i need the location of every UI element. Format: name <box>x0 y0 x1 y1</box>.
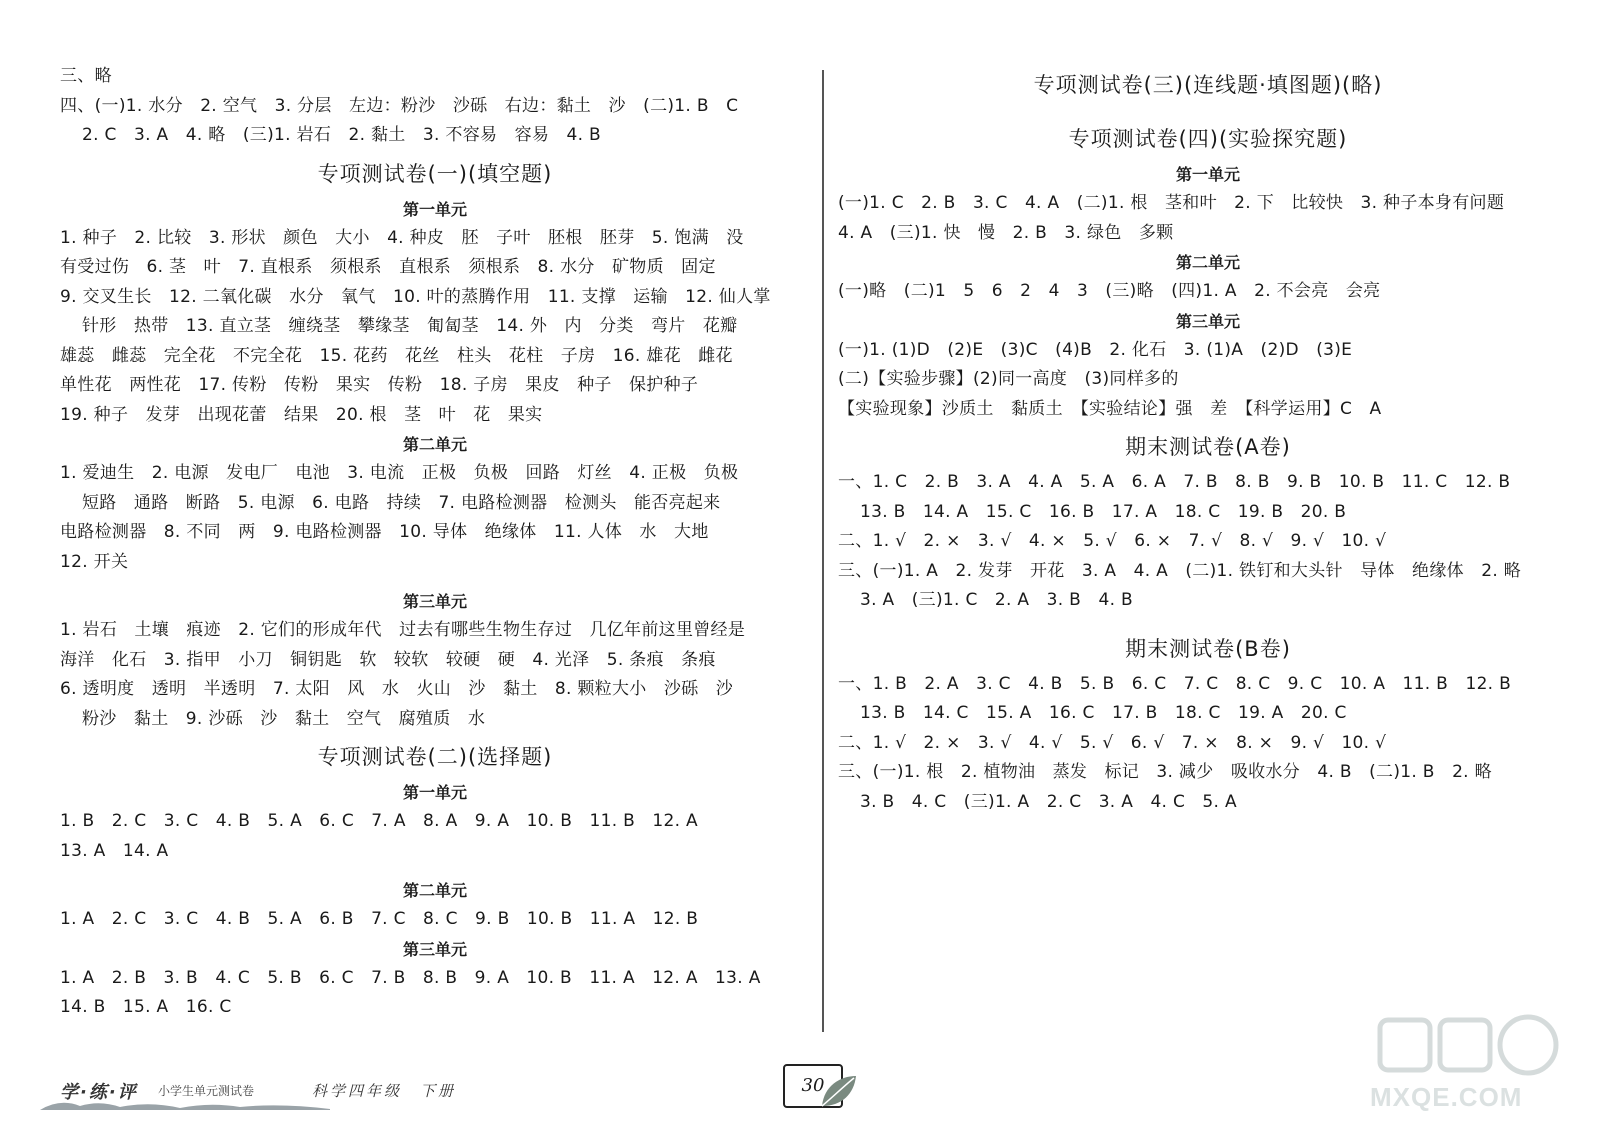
series-logo: 学·练·评 <box>60 1082 138 1103</box>
unit-heading: 第三单元 <box>402 592 467 611</box>
left-column <box>60 62 810 1023</box>
section-title: 专项测试卷(一)(填空题) <box>317 161 553 186</box>
answer-line: 三、(一)1. A 2. 发芽 开花 3. A 4. A (二)1. 铁钉和大头针 导体 绝缘体 2. 略 <box>838 560 1522 581</box>
answer-line: 单性花 两性花 17. 传粉 传粉 果实 传粉 18. 子房 果皮 种子 保护种子 <box>60 375 699 395</box>
answer-line: 四、(一)1. 水分 2. 空气 3. 分层 左边：粉沙 沙砾 右边：黏土 沙 (二)1. B C <box>60 95 739 116</box>
answer-line: 二、1. √ 2. × 3. √ 4. × 5. √ 6. × 7. √ 8. √ 9. √ 10. √ <box>838 531 1387 551</box>
answer-line: 1. 种子 2. 比较 3. 形状 颜色 大小 4. 种皮 胚 子叶 胚根 胚芽 5. 饱满 没 <box>60 227 744 248</box>
unit-heading: 第一单元 <box>402 199 467 219</box>
answer-line: 一、1. B 2. A 3. C 4. B 5. B 6. C 7. C 8. C 9. C 10. A 11. B 12. B <box>838 673 1512 694</box>
answer-line: 13. A 14. A <box>60 840 169 861</box>
answer-line: 4. A (三)1. 快 慢 2. B 3. 绿色 多颗 <box>838 222 1174 243</box>
footer-brand <box>40 1076 480 1110</box>
answer-line: 【实验现象】沙质土 黏质土 【实验结论】强 差 【科学运用】C A <box>838 398 1382 419</box>
section-title: 期末测试卷(A卷) <box>1125 435 1291 459</box>
answer-line: (二)【实验步骤】(2)同一高度 (3)同样多的 <box>838 369 1179 389</box>
leaf-icon <box>818 1072 858 1110</box>
unit-heading: 第二单元 <box>402 435 467 454</box>
answer-line: 粉沙 黏土 9. 沙砾 沙 黏土 空气 腐殖质 水 <box>82 708 486 729</box>
answer-line: (一)1. C 2. B 3. C 4. A (二)1. 根 茎和叶 2. 下 比较快 3. 种子本身有问题 <box>838 193 1505 213</box>
unit-heading: 第二单元 <box>1175 253 1240 272</box>
answer-line: 二、1. √ 2. × 3. √ 4. √ 5. √ 6. √ 7. × 8. × 9. √ 10. √ <box>838 732 1387 753</box>
answer-line: (一)略 (二)1 5 6 2 4 3 (三)略 (四)1. A 2. 不会亮 会亮 <box>838 281 1381 301</box>
column-divider <box>822 70 824 1032</box>
answer-line: 雄蕊 雌蕊 完全花 不完全花 15. 花药 花丝 柱头 花柱 子房 16. 雄花 雌花 <box>60 345 733 366</box>
answer-line: 13. B 14. A 15. C 16. B 17. A 18. C 19. B 20. B <box>860 501 1347 522</box>
spacer <box>60 577 810 587</box>
answer-line: 1. B 2. C 3. C 4. B 5. A 6. C 7. A 8. A 9. A 10. B 11. B 12. A <box>60 811 698 831</box>
answer-line: 有受过伤 6. 茎 叶 7. 直根系 须根系 直根系 须根系 8. 水分 矿物质 固定 <box>60 257 716 277</box>
answer-line: 三、(一)1. 根 2. 植物油 蒸发 标记 3. 减少 吸收水分 4. B (二)1. B 2. 略 <box>838 762 1492 782</box>
answer-line: 针形 热带 13. 直立茎 缠绕茎 攀缘茎 匍匐茎 14. 外 内 分类 弯片 花瓣 <box>82 316 738 336</box>
answer-line: 1. 爱迪生 2. 电源 发电厂 电池 3. 电流 正极 负极 回路 灯丝 4. 正极 负极 <box>60 463 739 483</box>
answer-line: 1. 岩石 土壤 痕迹 2. 它们的形成年代 过去有哪些生物生存过 几亿年前这里曾经是 <box>60 620 746 640</box>
unit-heading: 第一单元 <box>1175 165 1240 184</box>
spacer <box>60 866 810 876</box>
answer-line: (一)1. (1)D (2)E (3)C (4)B 2. 化石 3. (1)A (2)D (3)E <box>838 339 1353 360</box>
answer-line: 19. 种子 发芽 出现花蕾 结果 20. 根 茎 叶 花 果实 <box>60 404 543 425</box>
answer-line: 3. A (三)1. C 2. A 3. B 4. B <box>860 590 1133 610</box>
answer-line: 电路检测器 8. 不同 两 9. 电路检测器 10. 导体 绝缘体 11. 人体 水 大地 <box>60 522 709 542</box>
grade-label: 科学四年级 下册 <box>312 1082 457 1100</box>
section-title: 专项测试卷(三)(连线题·填图题)(略) <box>1033 73 1383 97</box>
watermark <box>1370 1012 1570 1122</box>
answer-line: 13. B 14. C 15. A 16. C 17. B 18. C 19. A 20. C <box>860 703 1347 723</box>
section-title: 专项测试卷(二)(选择题) <box>317 745 553 769</box>
answer-line: 9. 交叉生长 12. 二氧化碳 水分 氧气 10. 叶的蒸腾作用 11. 支撑 运输 12. 仙人掌 <box>60 286 771 307</box>
section-title: 期末测试卷(B卷) <box>1125 636 1291 661</box>
unit-heading: 第一单元 <box>402 783 467 802</box>
answer-line: 12. 开关 <box>60 551 129 572</box>
watermark-logo-icon <box>1370 1012 1570 1082</box>
answer-line: 1. A 2. B 3. B 4. C 5. B 6. C 7. B 8. B 9. A 10. B 11. A 12. A 13. A <box>60 967 761 988</box>
answer-line: 1. A 2. C 3. C 4. B 5. A 6. B 7. C 8. C 9. B 10. B 11. A 12. B <box>60 909 699 929</box>
spacer <box>838 616 1578 626</box>
section-title: 专项测试卷(四)(实验探究题) <box>1068 127 1348 151</box>
unit-heading: 第三单元 <box>1175 311 1240 331</box>
answer-line: 2. C 3. A 4. 略 (三)1. 岩石 2. 黏土 3. 不容易 容易 4. B <box>82 125 601 145</box>
answer-line: 海洋 化石 3. 指甲 小刀 铜钥匙 软 较软 较硬 硬 4. 光泽 5. 条痕 条痕 <box>60 649 716 670</box>
answer-line: 三、略 <box>60 66 112 86</box>
answer-line: 6. 透明度 透明 半透明 7. 太阳 风 水 火山 沙 黏土 8. 颗粒大小 沙砾 沙 <box>60 679 734 699</box>
answer-line: 短路 通路 断路 5. 电源 6. 电路 持续 7. 电路检测器 检测头 能否亮起来 <box>82 492 721 513</box>
right-column <box>838 62 1578 817</box>
series-name: 小学生单元测试卷 <box>158 1084 255 1098</box>
page-number: 30 <box>783 1064 843 1108</box>
watermark-text: MXQE.COM <box>1370 1082 1523 1112</box>
unit-heading: 第二单元 <box>402 881 467 900</box>
answer-line: 3. B 4. C (三)1. A 2. C 3. A 4. C 5. A <box>860 791 1237 812</box>
answer-line: 一、1. C 2. B 3. A 4. A 5. A 6. A 7. B 8. B 9. B 10. B 11. C 12. B <box>838 472 1511 492</box>
answer-line: 14. B 15. A 16. C <box>60 997 232 1017</box>
unit-heading: 第三单元 <box>402 939 467 959</box>
spacer <box>838 106 1578 116</box>
